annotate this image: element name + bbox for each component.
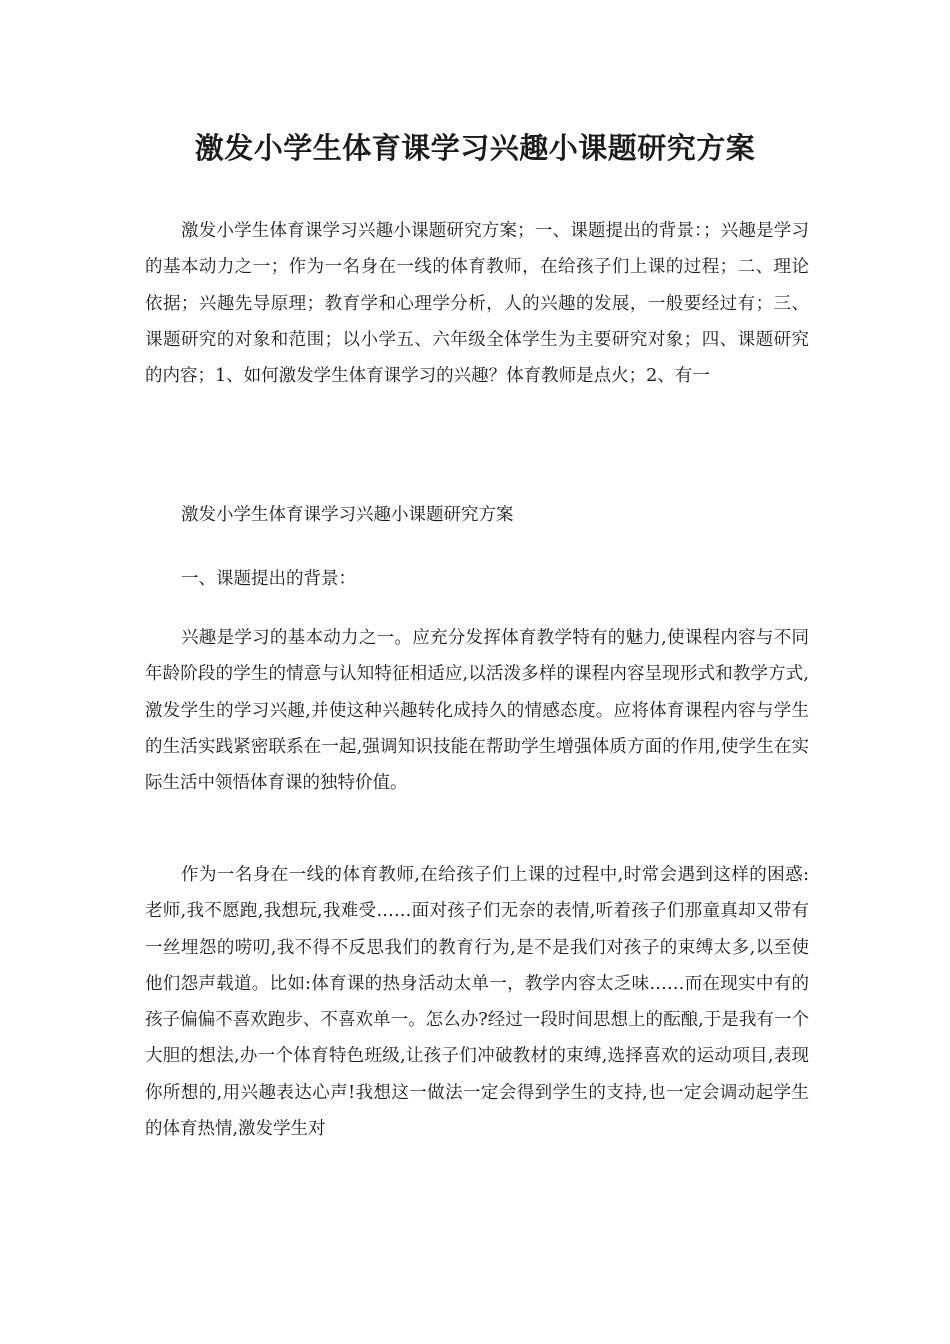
document-subtitle: 激发小学生体育课学习兴趣小课题研究方案 [181,505,514,525]
abstract-paragraph: 激发小学生体育课学习兴趣小课题研究方案；一、课题提出的背景：；兴趣是学习的基本动力之一；作为一名身在一线的体育教师，在给孩子们上课的过程；二、理论依据；兴趣先导原理；教育学和心理学分析，人的兴趣的发展，一般要经过有；三、课题研究的对象和范围；以小学五、六年级全体学生为主要研究对象；四、课题研究的内容；1、如何激发学生体育课学习的兴趣？体育教师是点火；2、有一 [145,221,809,387]
body-paragraph: 兴趣是学习的基本动力之一。应充分发挥体育教学特有的魅力,使课程内容与不同年龄阶段的学生的情意与认知特征相适应,以活泼多样的课程内容呈现形式和教学方式,激发学生的学习兴趣,并使这种兴趣转化成持久的情感态度。应将体育课程内容与学生的生活实践紧密联系在一起,强调知识技能在帮助学生增强体质方面的作用,使学生在实际生活中领悟体育课的独特价值。 [145,628,809,794]
body-paragraph: 作为一名身在一线的体育教师,在给孩子们上课的过程中,时常会遇到这样的困惑:老师,我不愿跑,我想玩,我难受……面对孩子们无奈的表情,听着孩子们那童真却又带有一丝埋怨的唠叨,我不得不反思我们的教育行为,是不是我们对孩子的束缚太多,以至使他们怨声载道。比如:体育课的热身活动太单一，教学内容太乏味……而在现实中有的孩子偏偏不喜欢跑步、不喜欢单一。怎么办?经过一段时间思想上的酝酿,于是我有一个大胆的想法,办一个体育特色班级,让孩子们冲破教材的束缚,选择喜欢的运动项目,表现你所想的,用兴趣表达心声!我想这一做法一定会得到学生的支持,也一定会调动起学生的体育热情,激发学生对 [145,865,809,1140]
document-title: 激发小学生体育课学习兴趣小课题研究方案 [194,131,756,165]
section-heading-background: 一、课题提出的背景： [181,569,356,589]
